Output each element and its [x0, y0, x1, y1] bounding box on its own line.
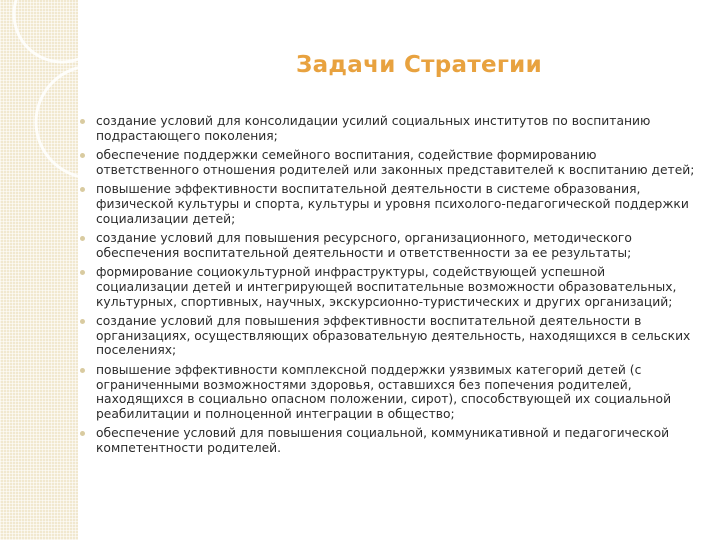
list-item: [80, 114, 695, 143]
bullet-icon: [80, 153, 85, 158]
list-item: [80, 426, 695, 455]
slide-title: Задачи Стратегии: [295, 52, 543, 78]
bullet-icon: [80, 187, 85, 192]
list-item-text: повышение эффективности воспитательной деятельности в системе образования, физической культуры и спорта, культуры и уровня психолого-педагогической поддержки социализации детей;: [96, 182, 689, 226]
bullet-icon: [80, 431, 85, 436]
bullet-icon: [80, 119, 85, 124]
decorative-side-band: [0, 0, 78, 540]
list-item: [80, 182, 695, 226]
list-item: [80, 148, 695, 177]
list-item-text: обеспечение условий для повышения социальной, коммуникативной и педагогической компетентности родителей.: [96, 426, 670, 455]
list-item-text: создание условий для повышения эффективности воспитательной деятельности в организациях, осуществляющих образовательную деятельность, находящихся в сельских поселениях;: [96, 314, 691, 358]
list-item: [80, 231, 695, 260]
bullet-icon: [80, 368, 85, 373]
bullet-icon: [80, 319, 85, 324]
task-list: [80, 114, 695, 460]
list-item: [80, 265, 695, 309]
list-item-text: повышение эффективности комплексной поддержки уязвимых категорий детей (с ограниченными возможностями здоровья, оставшихся без попечения родителей, находящихся в социально опасном положении, сирот), способствующей их социальной реабилитации и полноценной интеграции в общество;: [96, 362, 672, 421]
bullet-icon: [80, 270, 85, 275]
list-item-text: создание условий для повышения ресурсного, организационного, методического обеспечения воспитательной деятельности и ответственности за ее результаты;: [96, 231, 632, 260]
bullet-icon: [80, 236, 85, 241]
list-item-text: обеспечение поддержки семейного воспитания, содействие формированию ответственного отношения родителей или законных представителей к воспитанию детей;: [96, 148, 695, 177]
list-item: [80, 314, 695, 358]
list-item: [80, 363, 695, 421]
list-item-text: формирование социокультурной инфраструктуры, содействующей успешной социализации детей и интегрирующей воспитательные возможности образовательных, культурных, спортивных, научных, экскурсионно-туристических и других организаций;: [96, 265, 677, 309]
list-item-text: создание условий для консолидации усилий социальных институтов по воспитанию подрастающего поколения;: [96, 114, 651, 143]
